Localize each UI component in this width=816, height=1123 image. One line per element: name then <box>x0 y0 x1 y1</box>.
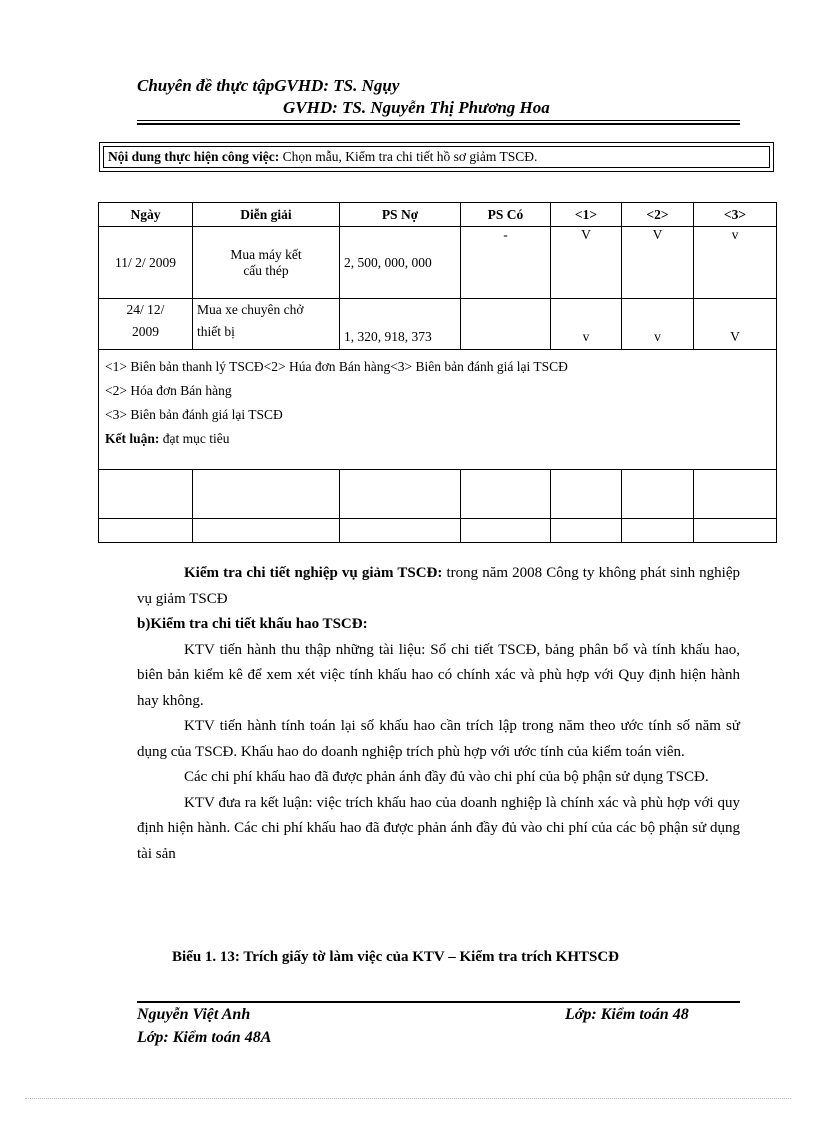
paragraph-1-bold: Kiểm tra chi tiết nghiệp vụ giảm TSCĐ: <box>184 565 443 581</box>
table-row <box>99 227 777 299</box>
row2-desc-line2: thiết bị <box>197 324 235 339</box>
col-header-check-1: <1> <box>551 203 622 227</box>
row1-credit: - <box>461 227 551 299</box>
notes-cell <box>99 350 777 470</box>
col-header-debit: PS Nợ <box>340 203 461 227</box>
row1-check-2: V <box>622 227 694 299</box>
footer-class-right: Lớp: Kiểm toán 48 <box>565 1006 689 1023</box>
footer-author: Nguyễn Việt Anh <box>137 1006 251 1023</box>
row2-check-3: V <box>694 299 777 350</box>
row1-date: 11/ 2/ 2009 <box>99 227 193 299</box>
row1-check-3: v <box>694 227 777 299</box>
row2-description <box>193 299 340 350</box>
row1-check-1: V <box>551 227 622 299</box>
task-value: Chọn mẫu, Kiểm tra chi tiết hồ sơ giảm TSCĐ. <box>279 149 538 164</box>
paragraph-1 <box>137 561 740 612</box>
col-header-check-2: <2> <box>622 203 694 227</box>
footer-rule <box>137 1001 740 1003</box>
conclusion <box>105 427 772 451</box>
paragraph-4: Các chi phí khấu hao đã được phản ánh đầy đủ vào chi phí của bộ phận sử dụng TSCĐ. <box>184 769 709 785</box>
conclusion-value: đạt mục tiêu <box>159 431 230 446</box>
task-label: Nội dung thực hiện công việc: <box>108 149 280 164</box>
conclusion-label: Kết luận: <box>105 431 160 446</box>
table-row <box>99 299 777 350</box>
row2-debit: 1, 320, 918, 373 <box>340 299 461 350</box>
row2-check-2: v <box>622 299 694 350</box>
col-header-check-3: <3> <box>694 203 777 227</box>
header-rule-thick <box>137 123 740 125</box>
audit-table <box>98 202 777 543</box>
row1-desc-line2: cấu thép <box>243 262 289 278</box>
note-line-1: <1> Biên bản thanh lý TSCĐ<2> Húa đơn Bán hàng<3> Biên bản đánh giá lại TSCĐ <box>105 359 568 374</box>
row2-date-line2: 2009 <box>132 324 159 339</box>
row2-desc-line1: Mua xe chuyên chở <box>197 302 304 317</box>
col-header-description: Diễn giải <box>193 203 340 227</box>
blank-row <box>99 470 777 519</box>
section-heading-b: b)Kiểm tra chi tiết khấu hao TSCĐ: <box>137 616 368 632</box>
figure-caption: Biểu 1. 13: Trích giấy tờ làm việc của KTV – Kiểm tra trích KHTSCĐ <box>172 949 620 965</box>
header-rule-thin <box>137 120 740 121</box>
header-line-1: Chuyên đề thực tậpGVHD: TS. Ngụy <box>137 76 400 95</box>
table-header-row <box>99 203 777 227</box>
col-header-date: Ngày <box>99 203 193 227</box>
page-bottom-dotted-line <box>25 1098 791 1099</box>
paragraph-3: KTV tiến hành tính toán lại số khấu hao cần trích lập trong năm theo ước tính số năm sử dụng của TSCĐ. Khấu hao do doanh nghiệp trích phù hợp với ước tính của kiểm toán viên. <box>137 718 740 760</box>
header-line-2: GVHD: TS. Nguyễn Thị Phương Hoa <box>283 98 550 117</box>
note-line-3: <3> Biên bản đánh giá lại TSCĐ <box>105 407 283 422</box>
body-text <box>137 561 740 867</box>
task-text <box>108 149 537 165</box>
notes-row <box>99 350 777 470</box>
row1-debit: 2, 500, 000, 000 <box>340 227 461 299</box>
paragraph-1-rest: trong năm 2008 Công ty không phát sinh nghiệp vụ giảm TSCĐ <box>137 565 740 607</box>
blank-row <box>99 519 777 543</box>
row1-desc-line1: Mua máy kết <box>230 246 302 262</box>
row2-check-1: v <box>551 299 622 350</box>
task-box <box>99 142 774 172</box>
row1-description <box>193 227 340 299</box>
col-header-credit: PS Có <box>461 203 551 227</box>
row2-date-line1: 24/ 12/ <box>126 302 165 317</box>
paragraph-2: KTV tiến hành thu thập những tài liệu: Sổ chi tiết TSCĐ, bảng phân bổ và tính khấu hao, biên bản kiểm kê để xem xét việc tính khấu hao có chính xác và phù hợp với Quy định hiện hành hay không. <box>137 641 740 709</box>
note-line-2: <2> Hóa đơn Bán hàng <box>105 383 232 398</box>
footer-class-left: Lớp: Kiểm toán 48A <box>137 1029 272 1046</box>
row2-date <box>99 299 193 350</box>
paragraph-5: KTV đưa ra kết luận: việc trích khấu hao của doanh nghiệp là chính xác và phù hợp với quy định hiện hành. Các chi phí khấu hao đã được phản ánh đầy đủ vào chi phí của các bộ phận sử dụng tài sản <box>137 794 740 862</box>
row2-credit <box>461 299 551 350</box>
